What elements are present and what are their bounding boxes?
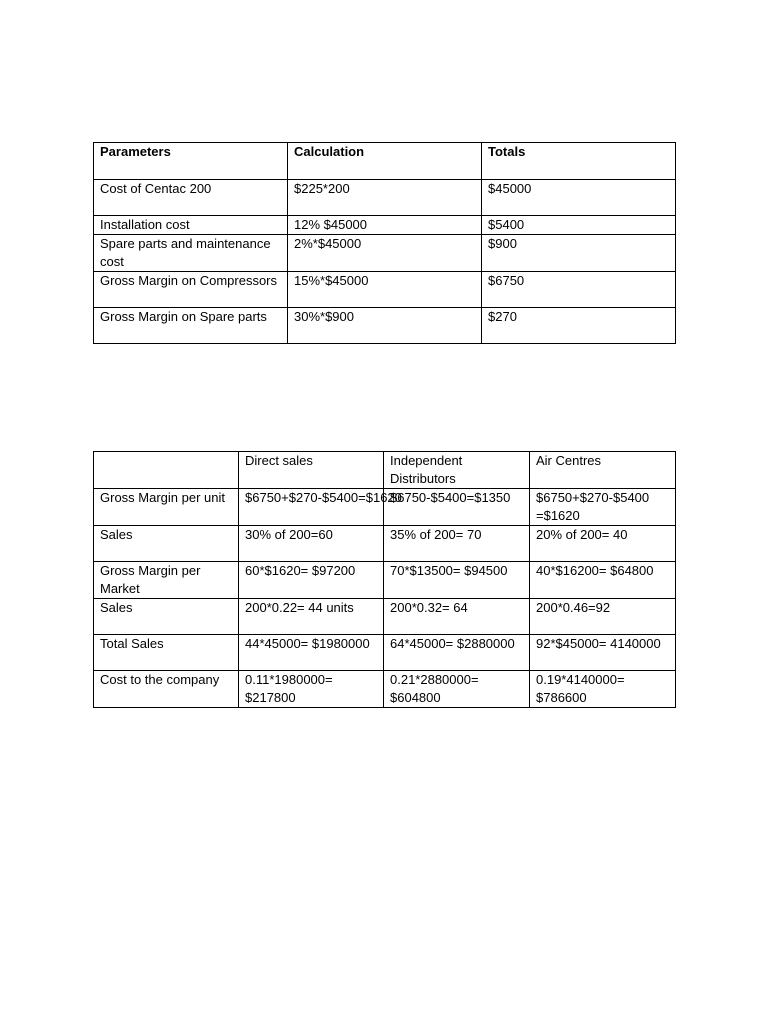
- table-cell: 15%*$45000: [288, 272, 482, 308]
- table-cell: 200*0.46=92: [530, 599, 676, 635]
- table-cell: 0.19*4140000= $786600: [530, 671, 676, 708]
- table-cell: 60*$1620= $97200: [239, 562, 384, 599]
- table-cell: Sales: [94, 599, 239, 635]
- table-row: [94, 671, 676, 708]
- table-header-row: [94, 452, 676, 489]
- table-cell: $5400: [482, 216, 676, 235]
- table-row: [94, 635, 676, 671]
- table-cell: $6750-$5400=$1350: [384, 489, 530, 526]
- table-row: [94, 599, 676, 635]
- table-cell: Installation cost: [94, 216, 288, 235]
- table-row: [94, 526, 676, 562]
- header-cell: Direct sales: [239, 452, 384, 489]
- table-cell: 35% of 200= 70: [384, 526, 530, 562]
- table-cell: $6750+$270-$5400=$1620: [239, 489, 384, 526]
- cost-parameters-table: [93, 142, 676, 344]
- table-row: [94, 308, 676, 344]
- table-row: [94, 562, 676, 599]
- header-cell: Independent Distributors: [384, 452, 530, 489]
- table-cell: 30% of 200=60: [239, 526, 384, 562]
- table-cell: $270: [482, 308, 676, 344]
- table-cell: 30%*$900: [288, 308, 482, 344]
- table-cell: 40*$16200= $64800: [530, 562, 676, 599]
- table-cell: 0.21*2880000= $604800: [384, 671, 530, 708]
- table-cell: Gross Margin per unit: [94, 489, 239, 526]
- table-cell: 20% of 200= 40: [530, 526, 676, 562]
- table-cell: Sales: [94, 526, 239, 562]
- table-cell: Gross Margin on Compressors: [94, 272, 288, 308]
- table-cell: 44*45000= $1980000: [239, 635, 384, 671]
- table-cell: $225*200: [288, 180, 482, 216]
- table-cell: 200*0.22= 44 units: [239, 599, 384, 635]
- table-row: [94, 235, 676, 272]
- table-cell: 92*$45000= 4140000: [530, 635, 676, 671]
- table-cell: Gross Margin on Spare parts: [94, 308, 288, 344]
- table-cell: Cost to the company: [94, 671, 239, 708]
- table-cell: Cost of Centac 200: [94, 180, 288, 216]
- table-cell: $900: [482, 235, 676, 272]
- header-cell: Parameters: [94, 143, 288, 180]
- table-row: [94, 180, 676, 216]
- table-cell: 200*0.32= 64: [384, 599, 530, 635]
- table-header-row: [94, 143, 676, 180]
- table-cell: Total Sales: [94, 635, 239, 671]
- table-cell: 70*$13500= $94500: [384, 562, 530, 599]
- table-cell: $6750+$270-$5400 =$1620: [530, 489, 676, 526]
- header-cell: [94, 452, 239, 489]
- table-cell: 2%*$45000: [288, 235, 482, 272]
- table-cell: 64*45000= $2880000: [384, 635, 530, 671]
- table-row: [94, 272, 676, 308]
- header-cell: Totals: [482, 143, 676, 180]
- table-cell: Gross Margin per Market: [94, 562, 239, 599]
- table-row: [94, 216, 676, 235]
- sales-channel-table: [93, 451, 676, 708]
- table-row: [94, 489, 676, 526]
- table-cell: $6750: [482, 272, 676, 308]
- header-cell: Air Centres: [530, 452, 676, 489]
- table-cell: 0.11*1980000= $217800: [239, 671, 384, 708]
- header-cell: Calculation: [288, 143, 482, 180]
- table-cell: Spare parts and maintenance cost: [94, 235, 288, 272]
- table-cell: $45000: [482, 180, 676, 216]
- table-cell: 12% $45000: [288, 216, 482, 235]
